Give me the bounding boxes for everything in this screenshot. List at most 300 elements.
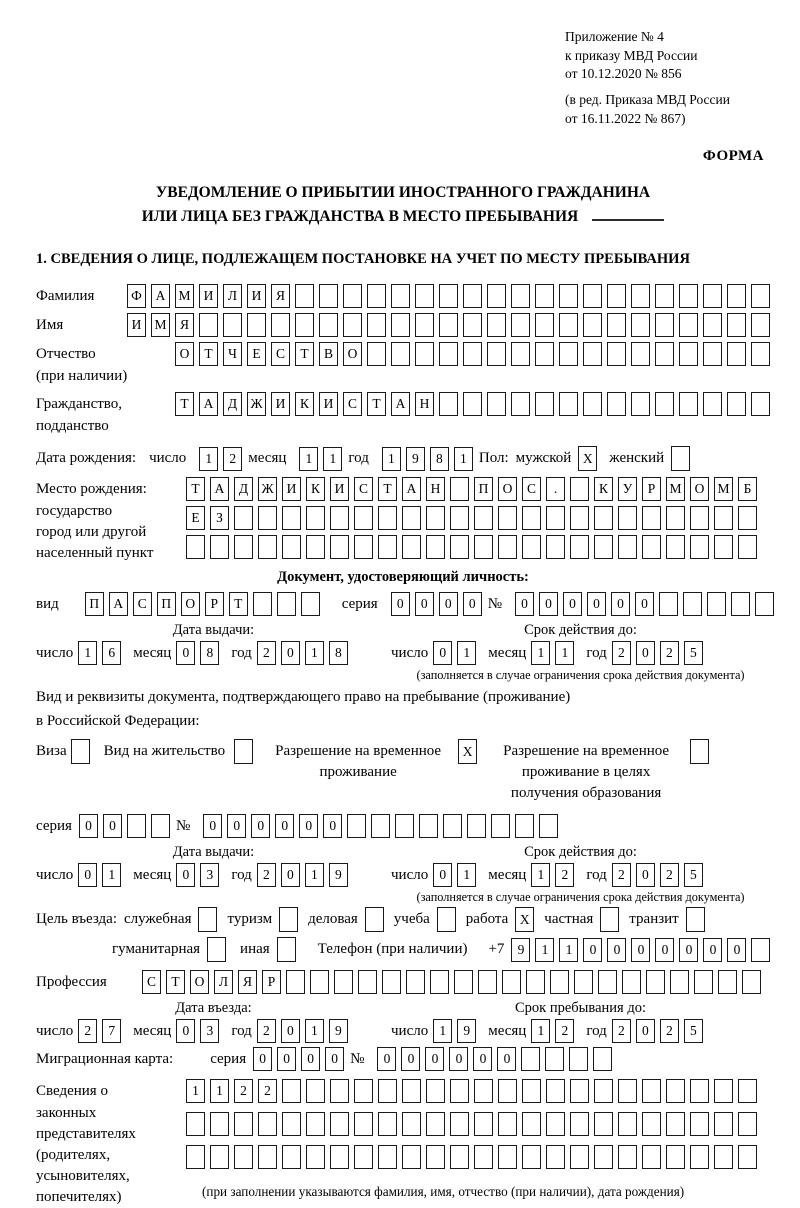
form-cell[interactable]: И <box>271 392 290 416</box>
form-cell[interactable] <box>707 592 726 616</box>
form-cell[interactable]: 5 <box>684 863 703 887</box>
temp-residence-checkbox[interactable]: X <box>458 739 477 764</box>
form-cell[interactable] <box>319 313 338 337</box>
form-cell[interactable]: 0 <box>299 814 318 838</box>
form-cell[interactable] <box>622 970 641 994</box>
form-cell[interactable] <box>186 535 205 559</box>
form-cell[interactable]: 0 <box>636 863 655 887</box>
form-cell[interactable]: С <box>271 342 290 366</box>
form-cell[interactable] <box>463 342 482 366</box>
form-cell[interactable] <box>258 535 277 559</box>
form-cell[interactable]: 8 <box>200 641 219 665</box>
form-cell[interactable] <box>666 506 685 530</box>
form-cell[interactable] <box>295 313 314 337</box>
form-cell[interactable] <box>526 970 545 994</box>
form-cell[interactable]: 2 <box>555 1019 574 1043</box>
form-cell[interactable] <box>751 392 770 416</box>
sex-female-checkbox[interactable] <box>671 446 690 471</box>
form-cell[interactable] <box>450 1079 469 1103</box>
form-cell[interactable] <box>330 1079 349 1103</box>
form-cell[interactable]: 5 <box>684 1019 703 1043</box>
form-cell[interactable] <box>679 313 698 337</box>
visa-checkbox[interactable] <box>71 739 90 764</box>
form-cell[interactable] <box>282 1145 301 1169</box>
form-cell[interactable]: 1 <box>186 1079 205 1103</box>
form-cell[interactable] <box>539 814 558 838</box>
form-cell[interactable] <box>559 284 578 308</box>
form-cell[interactable]: 2 <box>258 1079 277 1103</box>
form-cell[interactable] <box>751 938 770 962</box>
form-cell[interactable] <box>330 535 349 559</box>
form-cell[interactable]: 0 <box>103 814 122 838</box>
form-cell[interactable] <box>354 535 373 559</box>
residence-permit-checkbox[interactable] <box>234 739 253 764</box>
form-cell[interactable]: 1 <box>454 447 473 471</box>
form-cell[interactable] <box>343 313 362 337</box>
form-cell[interactable]: 7 <box>102 1019 121 1043</box>
form-cell[interactable] <box>642 506 661 530</box>
form-cell[interactable] <box>319 284 338 308</box>
form-cell[interactable] <box>186 1145 205 1169</box>
form-cell[interactable] <box>402 506 421 530</box>
form-cell[interactable]: 0 <box>515 592 534 616</box>
form-cell[interactable] <box>570 477 589 501</box>
form-cell[interactable] <box>295 284 314 308</box>
form-cell[interactable]: 1 <box>531 1019 550 1043</box>
form-cell[interactable] <box>186 1112 205 1136</box>
form-cell[interactable] <box>545 1047 564 1071</box>
form-cell[interactable]: М <box>714 477 733 501</box>
form-cell[interactable] <box>330 1145 349 1169</box>
form-cell[interactable] <box>718 970 737 994</box>
form-cell[interactable]: Т <box>199 342 218 366</box>
form-cell[interactable]: К <box>306 477 325 501</box>
form-cell[interactable] <box>282 1079 301 1103</box>
form-cell[interactable]: 0 <box>463 592 482 616</box>
form-cell[interactable] <box>498 535 517 559</box>
form-cell[interactable]: 0 <box>377 1047 396 1071</box>
form-cell[interactable] <box>583 392 602 416</box>
form-cell[interactable] <box>487 342 506 366</box>
form-cell[interactable] <box>367 342 386 366</box>
form-cell[interactable] <box>618 1112 637 1136</box>
form-cell[interactable] <box>127 814 146 838</box>
form-cell[interactable] <box>367 284 386 308</box>
form-cell[interactable]: Е <box>247 342 266 366</box>
form-cell[interactable]: Д <box>234 477 253 501</box>
form-cell[interactable]: 0 <box>636 1019 655 1043</box>
form-cell[interactable]: Б <box>738 477 757 501</box>
form-cell[interactable]: 0 <box>655 938 674 962</box>
form-cell[interactable]: 1 <box>457 863 476 887</box>
form-cell[interactable] <box>727 342 746 366</box>
form-cell[interactable] <box>598 970 617 994</box>
form-cell[interactable] <box>210 1112 229 1136</box>
form-cell[interactable] <box>738 535 757 559</box>
form-cell[interactable] <box>714 1079 733 1103</box>
form-cell[interactable]: Л <box>214 970 233 994</box>
form-cell[interactable] <box>382 970 401 994</box>
form-cell[interactable]: О <box>190 970 209 994</box>
form-cell[interactable]: 1 <box>305 641 324 665</box>
form-cell[interactable] <box>690 1079 709 1103</box>
form-cell[interactable] <box>570 1112 589 1136</box>
form-cell[interactable] <box>618 1079 637 1103</box>
form-cell[interactable]: Я <box>238 970 257 994</box>
form-cell[interactable] <box>679 284 698 308</box>
form-cell[interactable] <box>463 392 482 416</box>
form-cell[interactable] <box>310 970 329 994</box>
form-cell[interactable]: 1 <box>559 938 578 962</box>
form-cell[interactable]: 0 <box>415 592 434 616</box>
form-cell[interactable] <box>491 814 510 838</box>
form-cell[interactable]: Т <box>186 477 205 501</box>
form-cell[interactable] <box>679 342 698 366</box>
form-cell[interactable] <box>258 506 277 530</box>
form-cell[interactable] <box>271 313 290 337</box>
form-cell[interactable] <box>655 342 674 366</box>
form-cell[interactable]: 1 <box>323 447 342 471</box>
form-cell[interactable]: 5 <box>684 641 703 665</box>
form-cell[interactable] <box>569 1047 588 1071</box>
form-cell[interactable] <box>419 814 438 838</box>
form-cell[interactable]: 2 <box>612 641 631 665</box>
form-cell[interactable] <box>223 313 242 337</box>
form-cell[interactable]: А <box>109 592 128 616</box>
form-cell[interactable] <box>570 1079 589 1103</box>
form-cell[interactable] <box>559 392 578 416</box>
form-cell[interactable] <box>286 970 305 994</box>
form-cell[interactable]: Р <box>205 592 224 616</box>
form-cell[interactable] <box>391 284 410 308</box>
form-cell[interactable]: 3 <box>200 863 219 887</box>
form-cell[interactable]: 6 <box>102 641 121 665</box>
form-cell[interactable] <box>354 506 373 530</box>
form-cell[interactable] <box>358 970 377 994</box>
form-cell[interactable] <box>738 1112 757 1136</box>
form-cell[interactable]: 0 <box>473 1047 492 1071</box>
form-cell[interactable]: 0 <box>433 641 452 665</box>
form-cell[interactable]: 0 <box>203 814 222 838</box>
form-cell[interactable]: А <box>199 392 218 416</box>
form-cell[interactable]: 0 <box>176 1019 195 1043</box>
form-cell[interactable]: 1 <box>210 1079 229 1103</box>
form-cell[interactable] <box>594 535 613 559</box>
form-cell[interactable]: Н <box>415 392 434 416</box>
form-cell[interactable]: Я <box>175 313 194 337</box>
form-cell[interactable] <box>631 392 650 416</box>
sex-male-checkbox[interactable]: X <box>578 446 597 471</box>
form-cell[interactable] <box>306 1145 325 1169</box>
form-cell[interactable] <box>426 1112 445 1136</box>
form-cell[interactable] <box>378 1145 397 1169</box>
form-cell[interactable] <box>439 313 458 337</box>
form-cell[interactable] <box>402 535 421 559</box>
form-cell[interactable]: 8 <box>430 447 449 471</box>
form-cell[interactable]: 0 <box>281 1019 300 1043</box>
form-cell[interactable] <box>642 535 661 559</box>
form-cell[interactable] <box>631 284 650 308</box>
form-cell[interactable] <box>354 1112 373 1136</box>
form-cell[interactable] <box>535 342 554 366</box>
form-cell[interactable] <box>426 535 445 559</box>
form-cell[interactable] <box>690 1145 709 1169</box>
form-cell[interactable] <box>430 970 449 994</box>
form-cell[interactable] <box>247 313 266 337</box>
form-cell[interactable] <box>511 392 530 416</box>
form-cell[interactable] <box>406 970 425 994</box>
form-cell[interactable] <box>546 1145 565 1169</box>
form-cell[interactable]: 0 <box>275 814 294 838</box>
form-cell[interactable]: Р <box>262 970 281 994</box>
form-cell[interactable] <box>642 1112 661 1136</box>
form-cell[interactable]: 0 <box>325 1047 344 1071</box>
form-cell[interactable]: З <box>210 506 229 530</box>
form-cell[interactable] <box>618 535 637 559</box>
form-cell[interactable] <box>306 535 325 559</box>
form-cell[interactable]: Ж <box>247 392 266 416</box>
form-cell[interactable]: 2 <box>223 447 242 471</box>
form-cell[interactable]: 1 <box>305 1019 324 1043</box>
form-cell[interactable] <box>546 506 565 530</box>
form-cell[interactable] <box>546 535 565 559</box>
form-cell[interactable] <box>282 535 301 559</box>
form-cell[interactable] <box>258 1112 277 1136</box>
form-cell[interactable] <box>301 592 320 616</box>
form-cell[interactable]: Е <box>186 506 205 530</box>
form-cell[interactable] <box>522 1112 541 1136</box>
form-cell[interactable] <box>234 1112 253 1136</box>
form-cell[interactable]: 0 <box>563 592 582 616</box>
form-cell[interactable] <box>234 535 253 559</box>
form-cell[interactable] <box>498 1145 517 1169</box>
form-cell[interactable]: 0 <box>539 592 558 616</box>
form-cell[interactable]: 2 <box>257 641 276 665</box>
form-cell[interactable]: 0 <box>439 592 458 616</box>
form-cell[interactable] <box>594 1112 613 1136</box>
form-cell[interactable] <box>487 392 506 416</box>
form-cell[interactable]: О <box>175 342 194 366</box>
form-cell[interactable] <box>666 1112 685 1136</box>
form-cell[interactable] <box>694 970 713 994</box>
form-cell[interactable] <box>690 506 709 530</box>
form-cell[interactable]: Я <box>271 284 290 308</box>
form-cell[interactable] <box>559 342 578 366</box>
form-cell[interactable]: Т <box>378 477 397 501</box>
form-cell[interactable] <box>210 535 229 559</box>
form-cell[interactable] <box>655 313 674 337</box>
form-cell[interactable] <box>646 970 665 994</box>
form-cell[interactable]: А <box>391 392 410 416</box>
form-cell[interactable] <box>498 1112 517 1136</box>
form-cell[interactable]: А <box>210 477 229 501</box>
form-cell[interactable]: 2 <box>234 1079 253 1103</box>
form-cell[interactable] <box>487 284 506 308</box>
form-cell[interactable] <box>583 284 602 308</box>
form-cell[interactable] <box>426 1079 445 1103</box>
form-cell[interactable] <box>371 814 390 838</box>
form-cell[interactable] <box>727 284 746 308</box>
form-cell[interactable] <box>354 1145 373 1169</box>
form-cell[interactable] <box>467 814 486 838</box>
form-cell[interactable] <box>666 535 685 559</box>
form-cell[interactable]: 0 <box>607 938 626 962</box>
form-cell[interactable] <box>659 592 678 616</box>
form-cell[interactable] <box>570 535 589 559</box>
form-cell[interactable] <box>474 506 493 530</box>
form-cell[interactable]: О <box>181 592 200 616</box>
form-cell[interactable]: Т <box>367 392 386 416</box>
form-cell[interactable]: 1 <box>102 863 121 887</box>
form-cell[interactable]: 0 <box>391 592 410 616</box>
form-cell[interactable] <box>234 1145 253 1169</box>
form-cell[interactable] <box>683 592 702 616</box>
form-cell[interactable]: С <box>354 477 373 501</box>
form-cell[interactable]: 0 <box>253 1047 272 1071</box>
form-cell[interactable] <box>742 970 761 994</box>
form-cell[interactable] <box>574 970 593 994</box>
form-cell[interactable]: 1 <box>433 1019 452 1043</box>
form-cell[interactable] <box>607 342 626 366</box>
form-cell[interactable]: 2 <box>660 1019 679 1043</box>
form-cell[interactable] <box>450 535 469 559</box>
form-cell[interactable]: К <box>295 392 314 416</box>
form-cell[interactable] <box>426 506 445 530</box>
form-cell[interactable]: 9 <box>406 447 425 471</box>
form-cell[interactable]: 2 <box>660 641 679 665</box>
form-cell[interactable]: . <box>546 477 565 501</box>
form-cell[interactable] <box>690 1112 709 1136</box>
form-cell[interactable] <box>487 313 506 337</box>
form-cell[interactable]: 0 <box>727 938 746 962</box>
form-cell[interactable]: М <box>175 284 194 308</box>
form-cell[interactable]: А <box>151 284 170 308</box>
form-cell[interactable] <box>559 313 578 337</box>
purpose-official-checkbox[interactable] <box>198 907 217 932</box>
form-cell[interactable]: М <box>151 313 170 337</box>
form-cell[interactable] <box>478 970 497 994</box>
form-cell[interactable] <box>666 1145 685 1169</box>
form-cell[interactable] <box>642 1145 661 1169</box>
form-cell[interactable] <box>594 1079 613 1103</box>
form-cell[interactable] <box>347 814 366 838</box>
form-cell[interactable]: Л <box>223 284 242 308</box>
form-cell[interactable]: И <box>127 313 146 337</box>
form-cell[interactable] <box>714 506 733 530</box>
form-cell[interactable] <box>334 970 353 994</box>
form-cell[interactable]: А <box>402 477 421 501</box>
form-cell[interactable] <box>454 970 473 994</box>
form-cell[interactable]: Ч <box>223 342 242 366</box>
form-cell[interactable] <box>439 284 458 308</box>
form-cell[interactable] <box>498 1079 517 1103</box>
form-cell[interactable]: И <box>247 284 266 308</box>
form-cell[interactable]: 1 <box>382 447 401 471</box>
form-cell[interactable]: 0 <box>635 592 654 616</box>
form-cell[interactable] <box>738 506 757 530</box>
form-cell[interactable] <box>443 814 462 838</box>
form-cell[interactable] <box>151 814 170 838</box>
temp-residence-education-checkbox[interactable] <box>690 739 709 764</box>
form-cell[interactable] <box>521 1047 540 1071</box>
form-cell[interactable] <box>714 535 733 559</box>
form-cell[interactable]: 0 <box>631 938 650 962</box>
form-cell[interactable] <box>607 284 626 308</box>
form-cell[interactable] <box>751 284 770 308</box>
form-cell[interactable]: 0 <box>449 1047 468 1071</box>
form-cell[interactable]: Р <box>642 477 661 501</box>
form-cell[interactable]: 8 <box>329 641 348 665</box>
form-cell[interactable] <box>670 970 689 994</box>
form-cell[interactable]: Ф <box>127 284 146 308</box>
form-cell[interactable]: О <box>343 342 362 366</box>
form-cell[interactable] <box>474 1145 493 1169</box>
form-cell[interactable] <box>703 342 722 366</box>
form-cell[interactable] <box>402 1112 421 1136</box>
form-cell[interactable] <box>450 506 469 530</box>
form-cell[interactable] <box>210 1145 229 1169</box>
form-cell[interactable] <box>594 506 613 530</box>
form-cell[interactable] <box>546 1079 565 1103</box>
form-cell[interactable] <box>498 506 517 530</box>
form-cell[interactable]: О <box>690 477 709 501</box>
form-cell[interactable] <box>714 1145 733 1169</box>
form-cell[interactable]: 0 <box>425 1047 444 1071</box>
form-cell[interactable]: Н <box>426 477 445 501</box>
form-cell[interactable] <box>391 342 410 366</box>
form-cell[interactable] <box>522 535 541 559</box>
form-cell[interactable]: 0 <box>79 814 98 838</box>
form-cell[interactable]: С <box>522 477 541 501</box>
form-cell[interactable] <box>367 313 386 337</box>
form-cell[interactable]: 1 <box>299 447 318 471</box>
form-cell[interactable] <box>535 284 554 308</box>
form-cell[interactable] <box>450 477 469 501</box>
form-cell[interactable]: С <box>142 970 161 994</box>
purpose-study-checkbox[interactable] <box>437 907 456 932</box>
purpose-private-checkbox[interactable] <box>600 907 619 932</box>
form-cell[interactable]: 2 <box>78 1019 97 1043</box>
form-cell[interactable] <box>502 970 521 994</box>
form-cell[interactable] <box>594 1145 613 1169</box>
form-cell[interactable]: 3 <box>200 1019 219 1043</box>
form-cell[interactable] <box>439 342 458 366</box>
form-cell[interactable] <box>738 1145 757 1169</box>
form-cell[interactable]: 2 <box>660 863 679 887</box>
form-cell[interactable]: Т <box>166 970 185 994</box>
form-cell[interactable]: 0 <box>78 863 97 887</box>
form-cell[interactable]: 0 <box>277 1047 296 1071</box>
form-cell[interactable]: 1 <box>199 447 218 471</box>
form-cell[interactable]: 9 <box>457 1019 476 1043</box>
form-cell[interactable] <box>258 1145 277 1169</box>
form-cell[interactable]: П <box>85 592 104 616</box>
form-cell[interactable] <box>751 342 770 366</box>
form-cell[interactable] <box>570 506 589 530</box>
form-cell[interactable] <box>751 313 770 337</box>
form-cell[interactable] <box>378 1079 397 1103</box>
purpose-tourism-checkbox[interactable] <box>279 907 298 932</box>
purpose-transit-checkbox[interactable] <box>686 907 705 932</box>
form-cell[interactable] <box>515 814 534 838</box>
form-cell[interactable] <box>679 392 698 416</box>
form-cell[interactable] <box>415 284 434 308</box>
form-cell[interactable]: С <box>133 592 152 616</box>
form-cell[interactable] <box>415 342 434 366</box>
form-cell[interactable]: Ж <box>258 477 277 501</box>
form-cell[interactable] <box>535 313 554 337</box>
form-cell[interactable]: У <box>618 477 637 501</box>
